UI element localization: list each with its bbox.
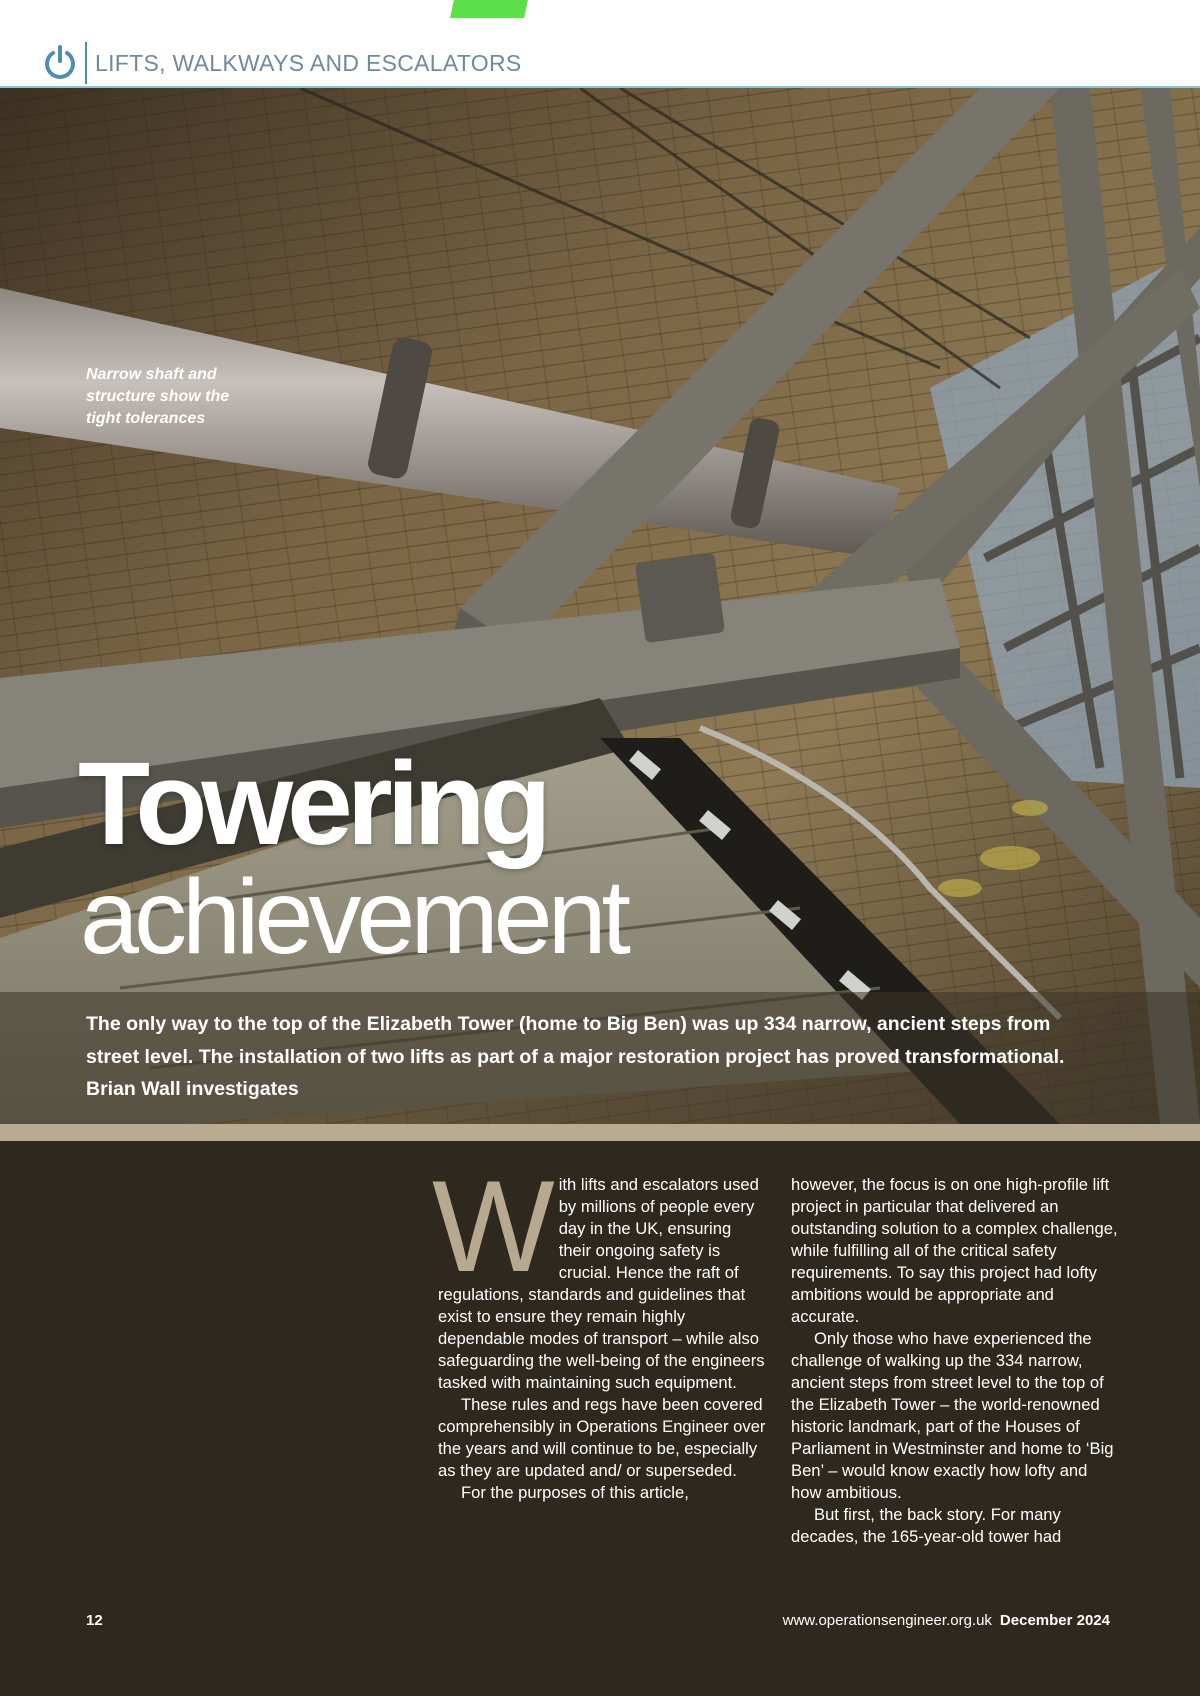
footer-info	[783, 1612, 1110, 1629]
drop-cap: W	[432, 1153, 555, 1299]
article-paragraph: however, the focus is on one high-profile lift project in particular that delivered an outstanding solution to a complex challenge, while fulfilling all of the critical safety requirements. To say this project had lofty ambitions would be appropriate and accurate.	[791, 1175, 1118, 1326]
article-paragraph: Only those who have experienced the challenge of walking up the 334 narrow, ancient steps from street level to the top of the Elizabeth Tower – the world-renowned historic landmark, part of the Houses of Parliament in Westminster and home to ‘Big Ben’ – would know exactly how lofty and how ambitious.	[791, 1329, 1114, 1502]
page-number: 12	[86, 1612, 103, 1629]
article-column-2	[791, 1174, 1121, 1548]
footer-date: December 2024	[999, 1612, 1110, 1629]
divider-strip	[0, 1124, 1200, 1141]
article-text: ith lifts and escalators used by millions of people every day in the UK, ensuring their ongoing safety is crucial. Hence the raft of regulations, standards and guidelines that exist to ensure they remain highly dependable modes of transport – while also safeguarding the well-being of the engineers tasked with maintaining such equipment.	[438, 1175, 765, 1392]
power-icon	[42, 44, 78, 80]
article-paragraph: For the purposes of this article,	[461, 1483, 689, 1502]
page-header	[0, 0, 1200, 88]
headline-bold: Towering	[78, 738, 546, 870]
article-column-1	[432, 1153, 768, 1504]
header-divider	[85, 42, 87, 84]
article-paragraph: These rules and regs have been covered comprehensibly in Operations Engineer over the years and will continue to be, especially as they are updated and/ or superseded.	[438, 1395, 766, 1480]
standfirst: The only way to the top of the Elizabeth Tower (home to Big Ben) was up 334 narrow, ancient steps from street level. The installation of two lifts as part of a major restoration project has proved transformational. Brian Wall investigates	[86, 1013, 1065, 1100]
article-paragraph: But first, the back story. For many decades, the 165-year-old tower had	[791, 1505, 1062, 1546]
section-title: LIFTS, WALKWAYS AND ESCALATORS	[95, 50, 522, 76]
color-tab	[450, 0, 528, 18]
article-paragraph	[432, 1153, 768, 1394]
headline-light: achievement	[80, 858, 627, 976]
footer-url[interactable]: www.operationsengineer.org.uk	[782, 1612, 992, 1629]
photo-caption: Narrow shaft and structure show the tight tolerances	[86, 366, 230, 427]
